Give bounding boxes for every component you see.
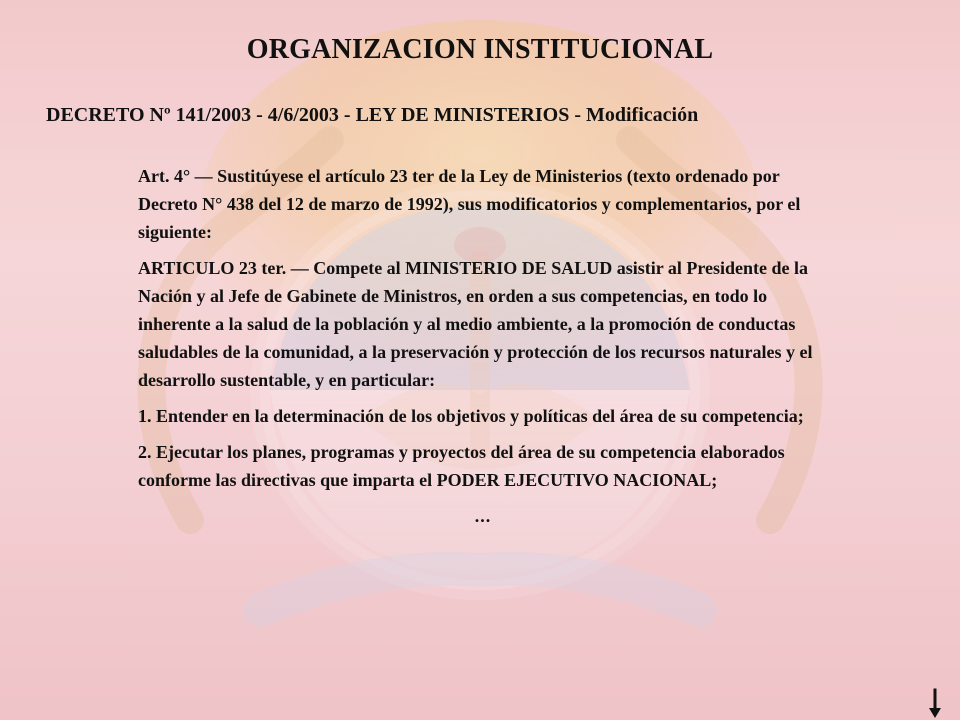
down-arrow-icon[interactable] (925, 688, 945, 720)
paragraph-article-4: Art. 4° — Sustitúyese el artículo 23 ter de la Ley de Ministerios (texto ordenado por Decreto N° 438 del 12 de marzo de 1992), sus modificatorios y complementarios, por el siguiente: (138, 166, 801, 242)
decree-content (138, 162, 828, 530)
paragraph-article-23-ter: ARTICULO 23 ter. — Compete al MINISTERIO DE SALUD asistir al Presidente de la Nación y al Jefe de Gabinete de Ministros, en orden a sus competencias, en todo lo inherente a la salud de la población y al medio ambiente, a la promoción de conductas saludables de la comunidad, a la preservación y protección de los recursos naturales y el desarrollo sustentable, y en particular: (138, 258, 813, 390)
page-title: ORGANIZACION INSTITUCIONAL (246, 34, 714, 65)
ellipsis: ... (474, 506, 492, 526)
paragraph-item-1: 1. Entender en la determinación de los objetivos y políticas del área de su competencia; (138, 406, 804, 426)
paragraph-item-2: 2. Ejecutar los planes, programas y proyectos del área de su competencia elaborados conforme las directivas que imparta el PODER EJECUTIVO NACIONAL; (138, 442, 785, 490)
decree-subtitle: DECRETO Nº 141/2003 - 4/6/2003 - LEY DE MINISTERIOS - Modificación (46, 104, 699, 126)
